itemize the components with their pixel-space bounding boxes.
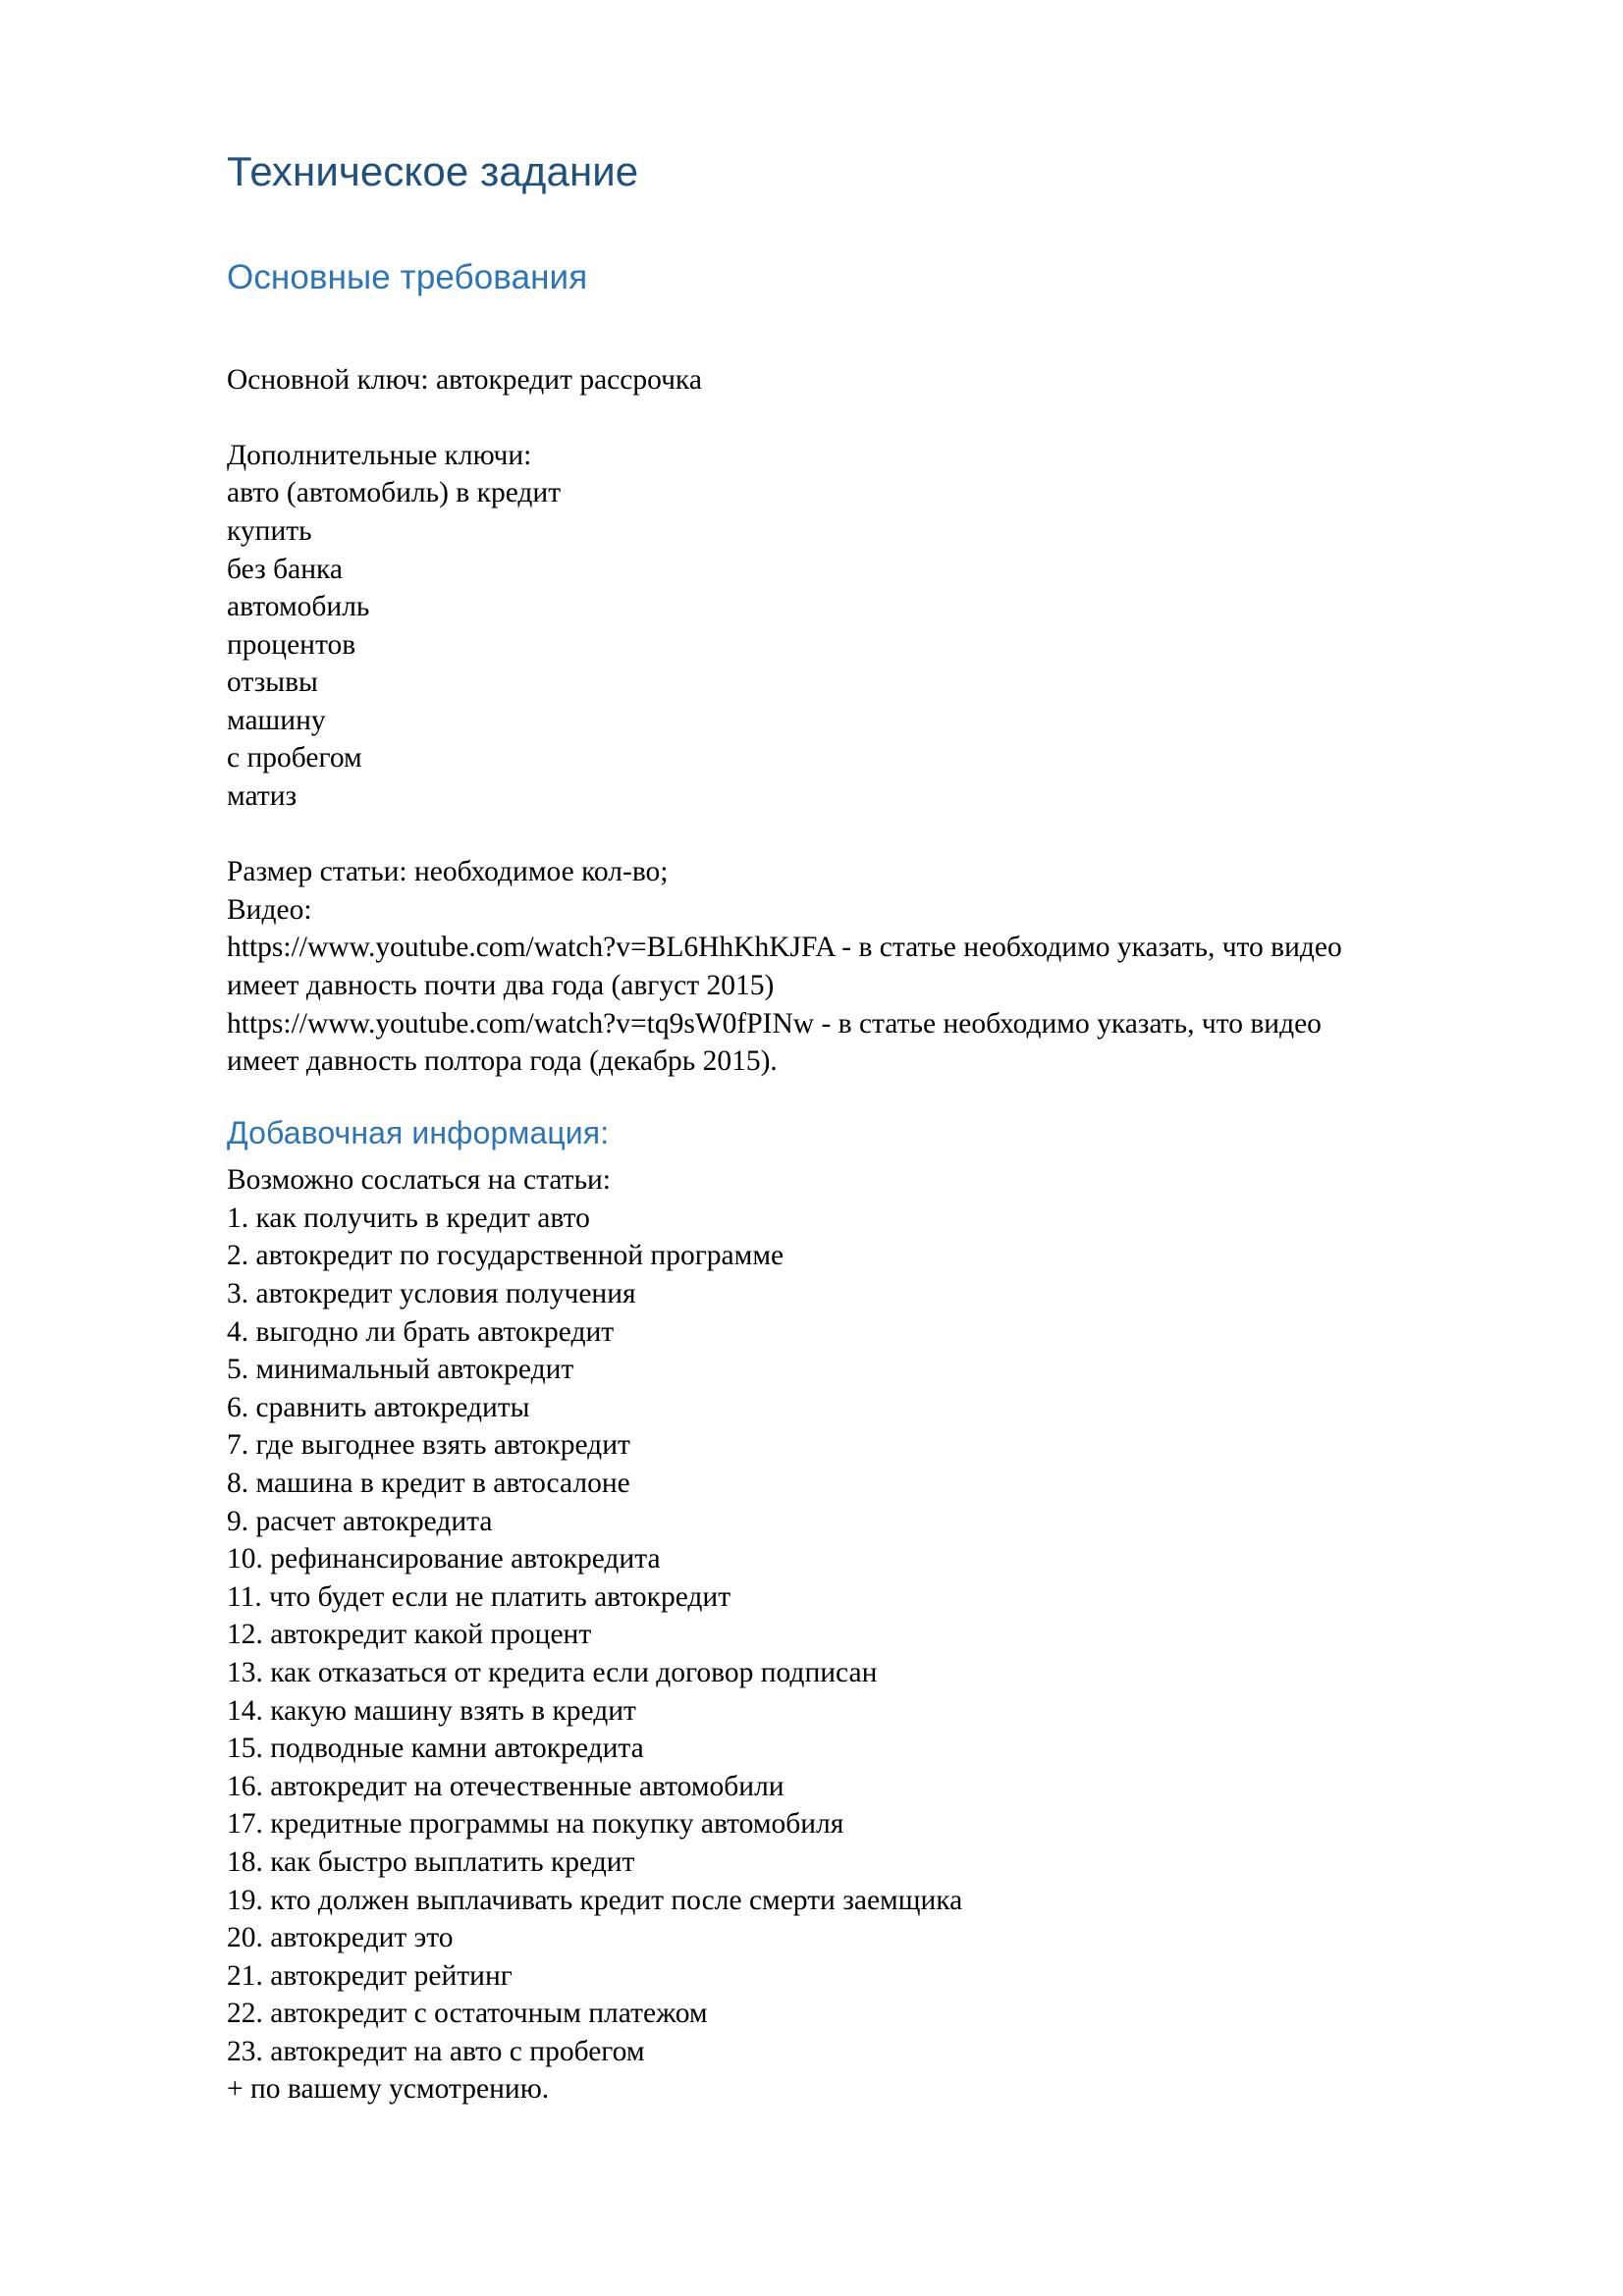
article-size-line: Размер статьи: необходимое кол-во; <box>227 856 669 888</box>
spacer <box>227 816 1405 854</box>
article-topic-item: 2. автокредит по государственной программе <box>227 1240 784 1272</box>
article-topic-item: 17. кредитные программы на покупку автомобиля <box>227 1808 844 1841</box>
spacer <box>227 1151 1405 1161</box>
additional-key-line: с пробегом <box>227 742 362 774</box>
additional-key-line: процентов <box>227 628 356 661</box>
article-topics-list <box>227 1200 1405 2071</box>
article-topic-item: 13. как отказаться от кредита если договор подписан <box>227 1656 878 1688</box>
additional-key-line: машину <box>227 704 326 736</box>
spacer <box>227 298 1405 361</box>
spacer <box>227 399 1405 437</box>
additional-key-line: без банка <box>227 553 343 585</box>
spacer <box>227 1081 1405 1114</box>
additional-key-line: автомобиль <box>227 591 370 623</box>
article-topic-item: 12. автокредит какой процент <box>227 1619 592 1651</box>
video-note-line: имеет давность почти два года (август 2015) <box>227 970 775 1002</box>
video-url-line[interactable]: https://www.youtube.com/watch?v=tq9sW0fPINw - в статье необходимо указать, что видео <box>227 1007 1322 1040</box>
article-topic-item: 22. автокредит с остаточным платежом <box>227 1998 708 2030</box>
page-title: Техническое задание <box>227 148 639 194</box>
spacer <box>227 196 1405 257</box>
video-references <box>227 929 1405 1080</box>
article-topic-item: 3. автокредит условия получения <box>227 1278 636 1309</box>
article-topic-item: 20. автокредит это <box>227 1922 454 1954</box>
video-label: Видео: <box>227 893 312 926</box>
article-topic-item: 21. автокредит рейтинг <box>227 1959 513 1992</box>
additional-info-intro: Возможно сослаться на статьи: <box>227 1164 612 1197</box>
closing-note: + по вашему усмотрению. <box>227 2073 550 2106</box>
article-topic-item: 23. автокредит на авто с пробегом <box>227 2035 645 2067</box>
additional-keys-list <box>227 474 1405 815</box>
article-topic-item: 11. что будет если не платить автокредит <box>227 1580 731 1613</box>
article-topic-item: 14. какую машину взять в кредит <box>227 1694 636 1727</box>
article-topic-item: 15. подводные камни автокредита <box>227 1733 644 1765</box>
additional-key-line: отзывы <box>227 667 318 699</box>
additional-key-line: купить <box>227 514 312 547</box>
article-topic-item: 10. рефинансирование автокредита <box>227 1543 661 1575</box>
article-topic-item: 1. как получить в кредит авто <box>227 1201 590 1234</box>
additional-key-line: матиз <box>227 780 298 813</box>
article-topic-item: 19. кто должен выплачивать кредит после смерти заемщика <box>227 1884 963 1916</box>
additional-key-line: авто (автомобиль) в кредит <box>227 477 562 509</box>
article-topic-item: 18. как быстро выплатить кредит <box>227 1845 635 1878</box>
article-topic-item: 9. расчет автокредита <box>227 1505 493 1537</box>
video-url-line[interactable]: https://www.youtube.com/watch?v=BL6HhKhKJFA - в статье необходимо указать, что видео <box>227 932 1342 964</box>
article-topic-item: 6. сравнить автокредиты <box>227 1391 530 1423</box>
article-topic-item: 4. выгодно ли брать автокредит <box>227 1315 615 1348</box>
article-topic-item: 5. минимальный автокредит <box>227 1354 574 1386</box>
article-topic-item: 16. автокредит на отечественные автомобили <box>227 1770 784 1802</box>
video-note-line: имеет давность полтора года (декабрь 2015). <box>227 1045 778 1078</box>
article-topic-item: 7. где выгоднее взять автокредит <box>227 1429 630 1462</box>
section-heading-additional-info: Добавочная информация: <box>227 1114 610 1150</box>
document-body <box>227 147 1405 2109</box>
primary-key-line: Основной ключ: автокредит рассрочка <box>227 363 702 396</box>
additional-keys-label: Дополнительные ключи: <box>227 439 532 471</box>
article-topic-item: 8. машина в кредит в автосалоне <box>227 1467 630 1499</box>
section-heading-main-requirements: Основные требования <box>227 257 588 296</box>
